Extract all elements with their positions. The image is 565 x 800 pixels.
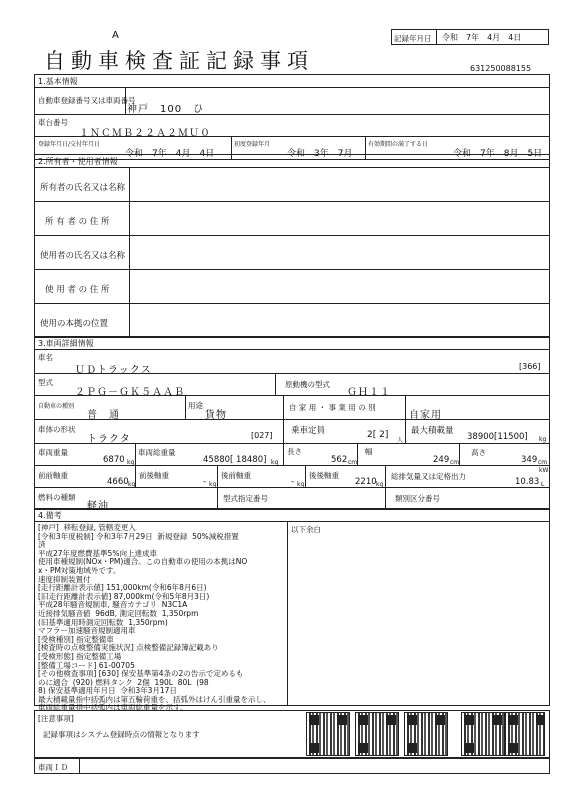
gross-weight-value: 45880[ 18480]: [203, 455, 267, 465]
owner-user-section: [34, 154, 550, 338]
displacement-unit-kw: kW: [539, 467, 549, 474]
height-unit: cm: [538, 459, 548, 466]
gross-weight-unit: kg: [271, 459, 279, 466]
remarks-line: 近接排気騒音値 96dB, 測定回転数 1,350rpm: [38, 608, 199, 618]
registration-date-value: 令和 7年 4月 4日: [125, 149, 215, 159]
section3-heading: 3.車両詳細情報: [38, 339, 94, 348]
issue-date-label: 記録年月日: [394, 34, 432, 43]
remarks-line: [受検種別] 指定整備車: [38, 634, 114, 644]
designation-number-label: 型式指定番号: [223, 494, 268, 503]
remarks-line: 速度抑制装置付: [38, 574, 91, 584]
vehicle-name-code: [366]: [519, 362, 541, 371]
registration-number-value: 神戸 100 ひ: [127, 104, 205, 115]
rear-front-axle-unit: kg: [297, 481, 305, 488]
rear-rear-axle-label: 後後軸重: [309, 471, 339, 480]
front-rear-axle-value: -: [203, 477, 207, 487]
private-business-label: 自 家 用 ・ 事 業 用 の 別: [289, 403, 376, 412]
remarks-line: [その他検査事項] [630] 保安基準第4条の2の告示で定めるも: [38, 669, 244, 679]
length-value: 562: [331, 455, 348, 465]
section1-heading: 1.基本情報: [38, 77, 78, 86]
qr-code-5: [505, 712, 545, 756]
remarks-line: [走行距離計表示値] 151,000km(令和6年8月6日): [38, 583, 207, 593]
engine-model-label: 原動機の型式: [285, 380, 330, 389]
remarks-line: (旧基準適用時測定回転数 1,350rpm): [38, 617, 168, 627]
width-label: 幅: [365, 447, 373, 456]
remarks-line: [令和3年度税制] 令和3年7月29日 新規登録 50%減税措置: [38, 531, 239, 541]
notes-text: 記録事項はシステム登録時点の情報となります: [43, 730, 200, 739]
section4-heading: 4.備考: [38, 511, 62, 520]
rear-rear-axle-unit: kg: [376, 481, 384, 488]
user-name-label: 使用者の氏名又は名称: [40, 251, 126, 261]
remarks-line: 平成27年度燃費基準5%向上達成車: [38, 548, 157, 558]
width-unit: cm: [450, 459, 460, 466]
issue-date-box: [391, 29, 549, 45]
front-front-axle-unit: kg: [128, 481, 136, 488]
remarks-line: 8) 保安基準適用年月日 令和3年3月17日: [38, 686, 177, 696]
displacement-unit: L: [541, 481, 545, 488]
displacement-value: 10.83: [515, 477, 540, 487]
section2-heading: 2.所有者・使用者情報: [38, 157, 118, 166]
remarks-line: 使用車種規制(NOx・PM)適合。この自動車の使用の本拠はNO: [38, 557, 248, 567]
remarks-line: 平成28年騒音規制車, 騒音カテゴリ N3C1A: [38, 600, 188, 610]
model-value: ２ＰＧ－ＧＫ５ＡＡＢ: [75, 387, 185, 398]
notes-heading: [注意事項]: [38, 714, 74, 723]
height-label: 高さ: [471, 448, 486, 457]
registration-date-label: 登録年月日/交付年月日: [38, 141, 101, 148]
length-label: 長さ: [287, 447, 302, 456]
first-registration-label: 初度登録年月: [234, 141, 271, 148]
remarks-line: [整備工場コード] 61-00705: [38, 660, 135, 670]
private-business-value: 自家用: [409, 410, 442, 421]
expiry-date-value: 令和 7年 8月 5日: [453, 149, 543, 159]
capacity-unit: 人: [397, 437, 404, 444]
registration-number-label: 自動車登録番号又は車両番号: [38, 96, 136, 105]
front-rear-axle-label: 前後軸重: [139, 471, 169, 480]
base-location-label: 使用の本拠の位置: [40, 319, 109, 329]
issue-date-value: 令和 7年 4月 4日: [442, 33, 522, 42]
remarks-line: マフラー加速騒音規制適用車: [38, 626, 136, 636]
body-shape-value: トラクタ: [87, 434, 131, 445]
body-shape-code: [027]: [251, 431, 273, 440]
vehicle-weight-unit: kg: [127, 459, 135, 466]
vehicle-id-box: [34, 758, 550, 774]
qr-code-2: [355, 712, 399, 756]
rear-front-axle-value: -: [291, 477, 295, 487]
model-label: 型式: [38, 378, 53, 387]
gross-weight-label: 車両総重量: [138, 448, 176, 457]
capacity-value: 2[ 2]: [367, 430, 389, 440]
rear-rear-axle-value: 2210: [355, 477, 377, 487]
capacity-label: 乗車定員: [291, 426, 326, 436]
basic-info-section: [34, 74, 550, 160]
height-value: 349: [521, 455, 538, 465]
front-front-axle-value: 4660: [107, 477, 129, 487]
document-number: 631250088155: [470, 64, 532, 73]
usage-value: 貨物: [205, 410, 227, 421]
width-value: 249: [433, 455, 450, 465]
remarks-line: 車両総重量指中括弧内は車両総重量を示す。: [38, 703, 188, 713]
remarks-line: [検査時の点検整備実施状況] 点検整備記録簿記載あり: [38, 643, 219, 653]
vehicle-kind-value: 普 通: [87, 410, 120, 421]
remarks-line: 最大積載量指中括弧内は第五輪荷重を、括弧外はけん引重量を示し、: [38, 694, 271, 704]
vehicle-weight-label: 車両重量: [38, 448, 68, 457]
max-load-label: 最大積載量: [411, 426, 454, 436]
remarks-line: x・PM対策地域外です。: [38, 565, 121, 575]
remarks-line: [受検形態] 指定整備工場: [38, 651, 122, 661]
corner-mark: A: [112, 30, 119, 41]
expiry-date-label: 有効期間の満了する日: [368, 141, 429, 148]
vehicle-detail-section: [34, 336, 550, 510]
fuel-type-label: 燃料の種類: [38, 493, 76, 502]
remarks-text: [38, 524, 284, 713]
vehicle-id-label: 車両ＩＤ: [38, 763, 68, 772]
vehicle-weight-value: 6870: [103, 455, 125, 465]
qr-code-3: [404, 712, 448, 756]
remarks-line: [神戸] 移転登録, 管轄変更入: [38, 523, 136, 532]
remarks-line: [旧走行距離計表示値] 87,000km(令和5年8月3日): [38, 591, 210, 601]
body-shape-label: 車体の形状: [38, 425, 76, 434]
fuel-type-value: 軽油: [87, 501, 109, 512]
vehicle-name-label: 車名: [38, 353, 53, 362]
remarks-line: 済: [38, 540, 46, 550]
length-unit: cm: [348, 459, 358, 466]
front-front-axle-label: 前前軸重: [38, 471, 68, 480]
document-title: 自動車検査証記録事項: [44, 49, 314, 73]
front-rear-axle-unit: kg: [209, 481, 217, 488]
qr-code-4: [461, 712, 505, 756]
remarks-line: のに適合 (920) 燃料タンク 2個 190L 80L (98: [38, 677, 209, 687]
usage-label: 用途: [188, 401, 203, 410]
displacement-label: 総排気量又は定格出力: [391, 472, 466, 481]
owner-name-label: 所有者の氏名又は名称: [40, 183, 126, 193]
engine-model-value: ＧＨ１１: [347, 387, 391, 398]
vehicle-name-value: ＵＤトラックス: [75, 365, 152, 376]
chassis-number-label: 車台番号: [38, 118, 68, 127]
vehicle-kind-label: 自動車の種別: [38, 403, 75, 410]
qr-code-1: [306, 712, 350, 756]
first-registration-value: 令和 3年 7月: [287, 149, 353, 159]
category-number-label: 類別区分番号: [395, 494, 440, 503]
chassis-number-value: １ＮＣＭＢ２２Ａ２ＭＵ０: [79, 128, 211, 139]
owner-address-label: 所 有 者 の 住 所: [45, 217, 110, 227]
max-load-unit: kg: [539, 436, 547, 443]
user-address-label: 使 用 者 の 住 所: [45, 285, 110, 295]
rear-front-axle-label: 後前軸重: [221, 471, 251, 480]
max-load-value: 38900[11500]: [467, 432, 528, 442]
remarks-end-note: 以下余白: [291, 525, 321, 534]
